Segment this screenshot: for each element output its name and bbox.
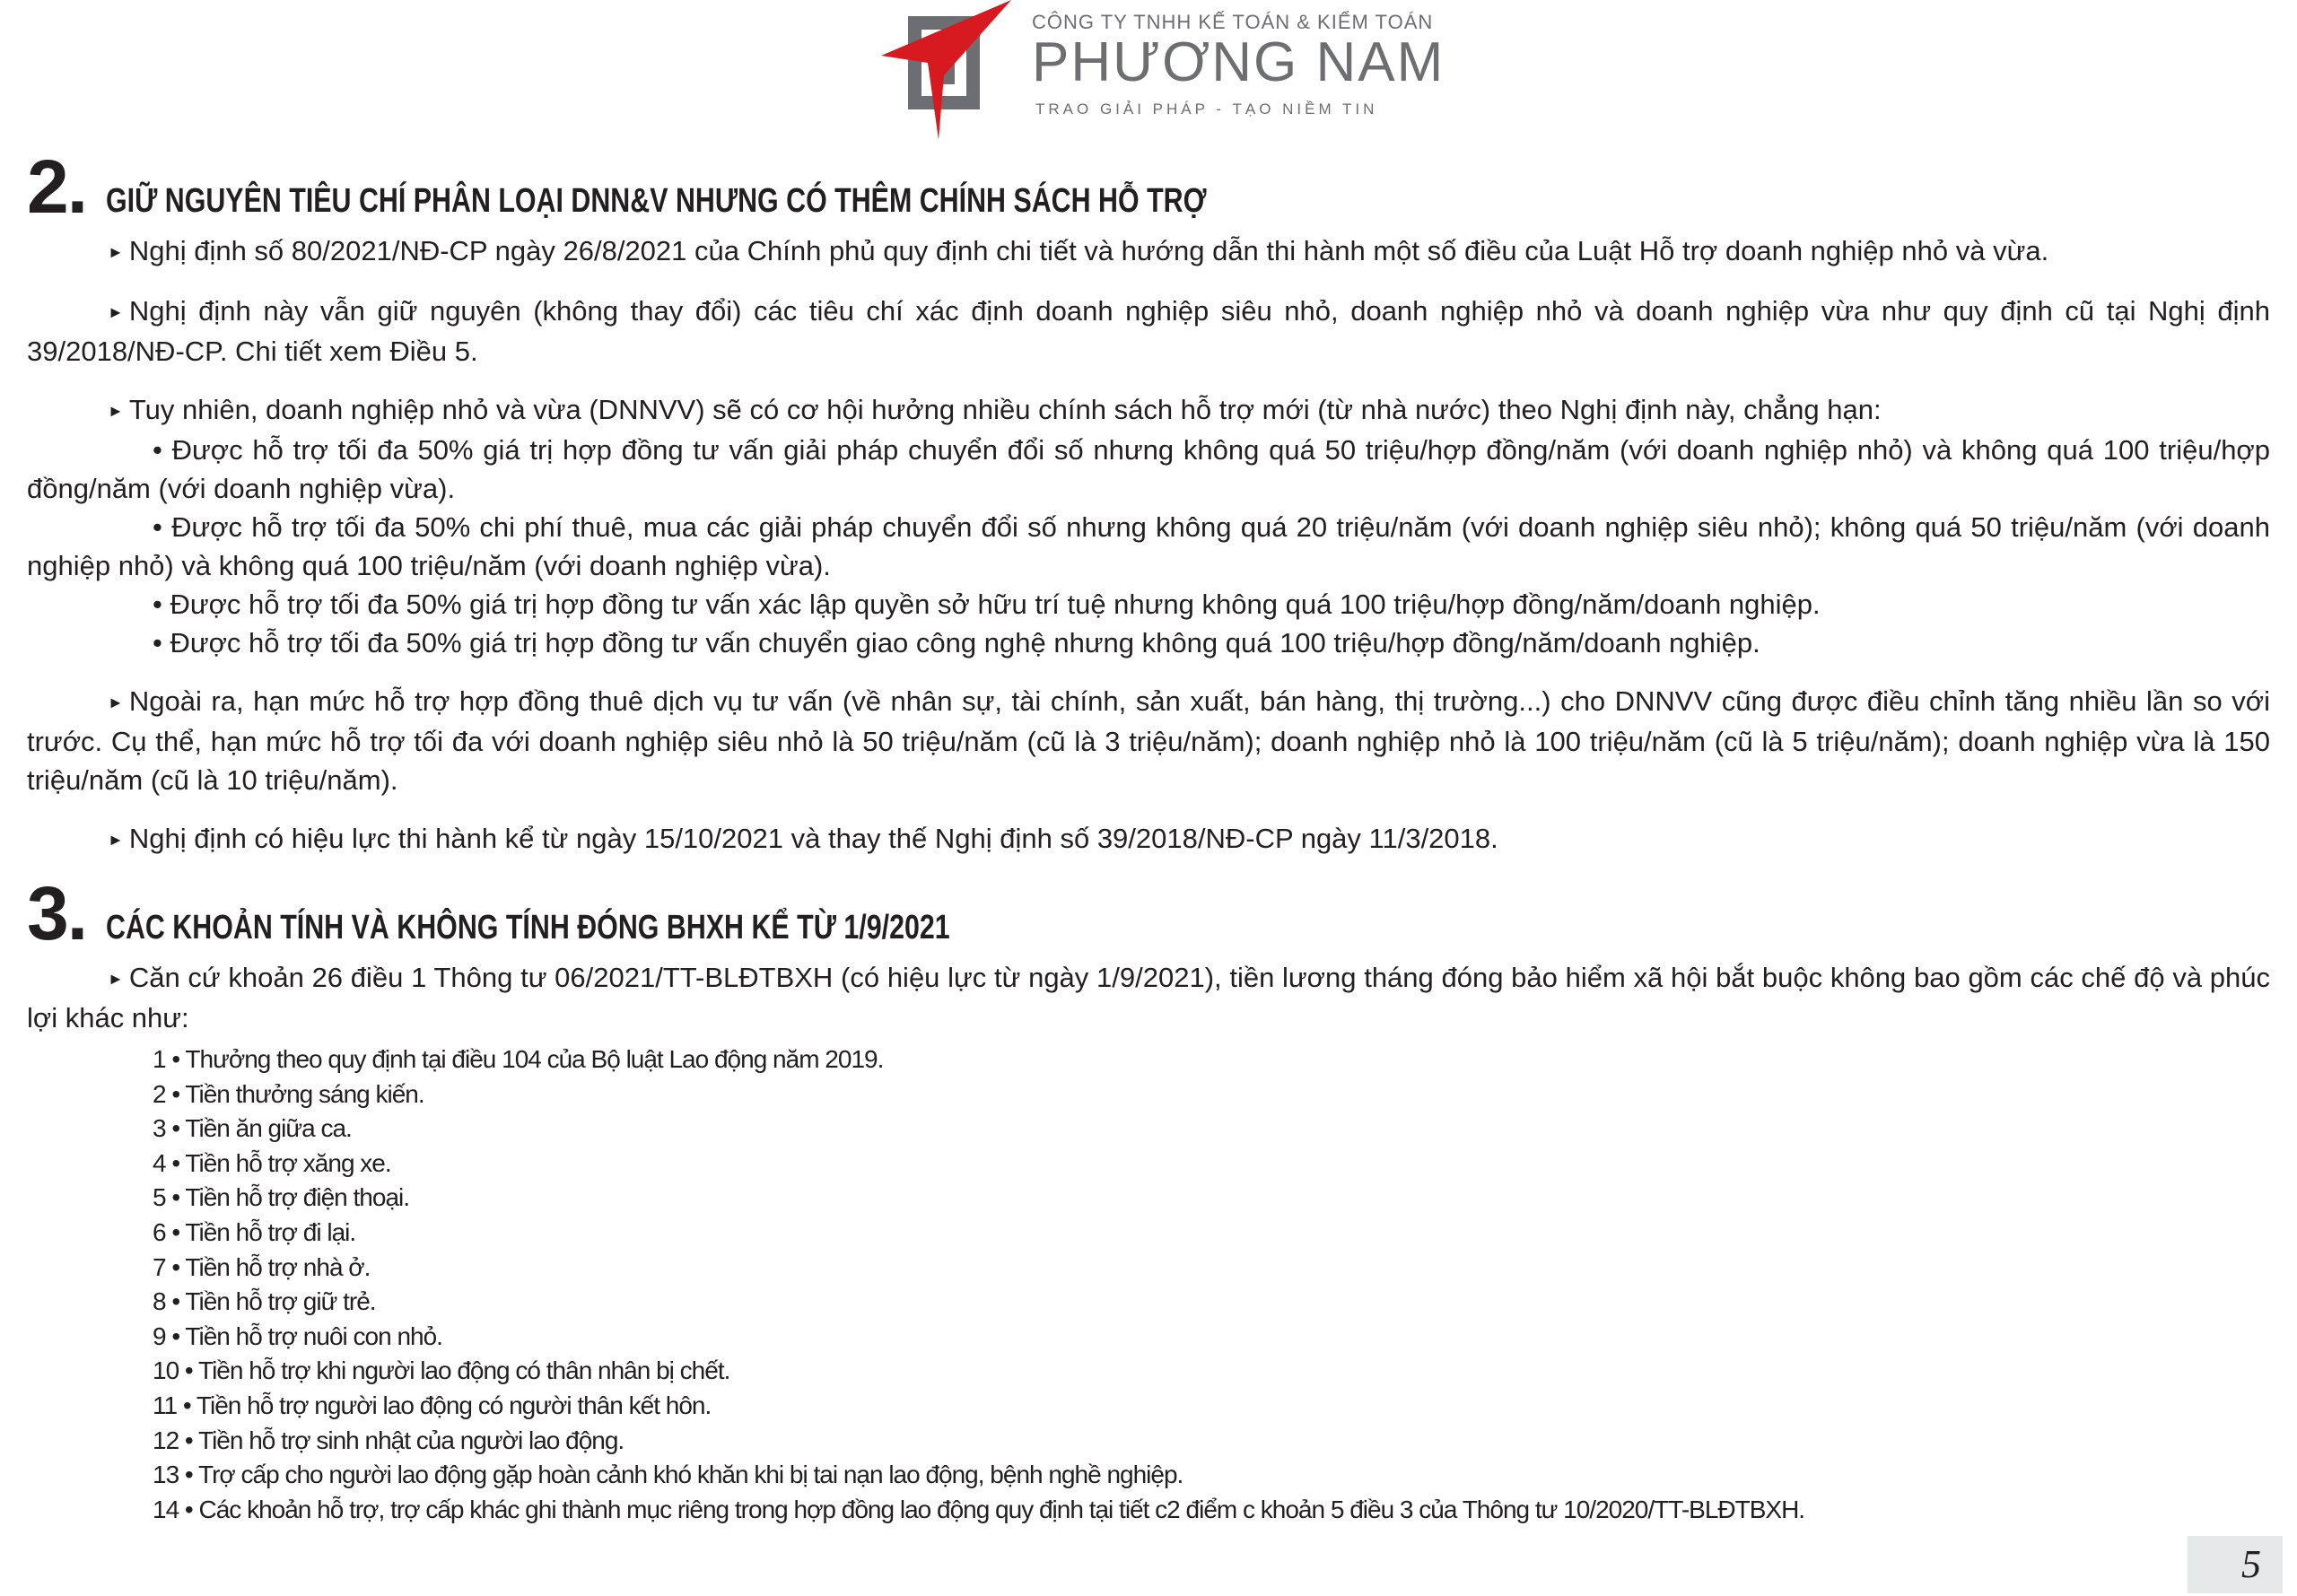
arrow-bullet-icon: ►: [108, 693, 124, 711]
section-number: 2.: [27, 144, 87, 229]
list-item: 5 • Tiền hỗ trợ điện thoại.: [153, 1183, 410, 1212]
paragraph: ► Ngoài ra, hạn mức hỗ trợ hợp đồng thuê dịch vụ tư vấn (về nhân sự, tài chính, sản xuất, bán hàng, thị trường...) cho DNNVV cũng được điều chỉnh tăng nhiều lần so với trước. Cụ thể, hạn mức hỗ trợ tối đa với doanh nghiệp siêu nhỏ là 50 triệu/năm (cũ là 3 triệu/năm); doanh nghiệp nhỏ là 100 triệu/năm (cũ là 5 triệu/năm); doanh nghiệp vừa là 150 triệu/năm (cũ là 10 triệu/năm).: [27, 685, 2270, 796]
section-2: [27, 144, 2271, 859]
list-item: 3 • Tiền ăn giữa ca.: [153, 1114, 352, 1143]
page-number-box: [2188, 1536, 2283, 1593]
list-item: 9 • Tiền hỗ trợ nuôi con nhỏ.: [153, 1321, 442, 1350]
list-item: 6 • Tiền hỗ trợ đi lại.: [153, 1217, 356, 1246]
section-3: [27, 871, 2270, 1527]
list-item: 2 • Tiền thưởng sáng kiến.: [153, 1079, 424, 1108]
section-heading: [27, 144, 2270, 229]
section-number: 3.: [27, 871, 87, 955]
company-name: PHƯƠNG NAM: [1032, 31, 1445, 93]
section-heading: [27, 871, 2270, 955]
exclusion-list: [27, 1042, 2270, 1527]
bullet-item: • Được hỗ trợ tối đa 50% chi phí thuê, mua các giải pháp chuyển đổi số nhưng không quá 20 triệu/năm (với doanh nghiệp siêu nhỏ); không quá 50 triệu/năm (với doanh nghiệp nhỏ) và không quá 100 triệu/năm (với doanh nghiệp vừa).: [27, 511, 2270, 581]
page-number: 5: [2241, 1542, 2261, 1586]
list-item: 11 • Tiền hỗ trợ người lao động có người thân kết hôn.: [153, 1391, 712, 1419]
list-item: 1 • Thưởng theo quy định tại điều 104 của Bộ luật Lao động năm 2019.: [153, 1045, 884, 1073]
arrow-bullet-icon: ►: [108, 243, 124, 261]
company-logo-icon: [881, 0, 1016, 144]
bullet-item: • Được hỗ trợ tối đa 50% giá trị hợp đồng tư vấn chuyển giao công nghệ nhưng không quá 100 triệu/hợp đồng/năm/doanh nghiệp.: [153, 627, 1760, 658]
list-item: 10 • Tiền hỗ trợ khi người lao động có thân nhân bị chết.: [153, 1356, 730, 1385]
paragraph: ► Căn cứ khoản 26 điều 1 Thông tư 06/2021/TT-BLĐTBXH (có hiệu lực từ ngày 1/9/2021), tiền lương tháng đóng bảo hiểm xã hội bắt buộc không bao gồm các chế độ và phúc lợi khác như:: [27, 962, 2270, 1033]
list-item: 8 • Tiền hỗ trợ giữ trẻ.: [153, 1287, 376, 1316]
arrow-bullet-icon: ►: [108, 303, 124, 321]
section-title: CÁC KHOẢN TÍNH VÀ KHÔNG TÍNH ĐÓNG BHXH KỂ TỪ 1/9/2021: [106, 909, 950, 946]
company-type: CÔNG TY TNHH KẾ TOÁN & KIỂM TOÁN: [1032, 11, 1434, 33]
list-item: 13 • Trợ cấp cho người lao động gặp hoàn cảnh khó khăn khi bị tai nạn lao động, bệnh nghề nghiệp.: [153, 1461, 1183, 1489]
arrow-bullet-icon: ►: [108, 831, 124, 849]
list-item: 14 • Các khoản hỗ trợ, trợ cấp khác ghi thành mục riêng trong hợp đồng lao động quy định tại tiết c2 điểm c khoản 5 điều 3 của Thông tư 10/2020/TT-BLĐTBXH.: [153, 1495, 1805, 1523]
list-item: 4 • Tiền hỗ trợ xăng xe.: [153, 1148, 391, 1177]
paragraph: ► Tuy nhiên, doanh nghiệp nhỏ và vừa (DNNVV) sẽ có cơ hội hưởng nhiều chính sách hỗ trợ mới (từ nhà nước) theo Nghị định này, chẳng hạn:: [108, 394, 1882, 425]
bullet-item: • Được hỗ trợ tối đa 50% giá trị hợp đồng tư vấn xác lập quyền sở hữu trí tuệ nhưng không quá 100 triệu/hợp đồng/năm/doanh nghiệp.: [153, 589, 1821, 620]
page-header: [0, 0, 2297, 144]
arrow-bullet-icon: ►: [108, 970, 124, 988]
company-brand: [1032, 11, 1445, 118]
list-item: 7 • Tiền hỗ trợ nhà ở.: [153, 1252, 371, 1281]
company-slogan: TRAO GIẢI PHÁP - TẠO NIỀM TIN: [1035, 100, 1378, 118]
list-item: 12 • Tiền hỗ trợ sinh nhật của người lao động.: [153, 1426, 624, 1454]
paragraph: ► Nghị định số 80/2021/NĐ-CP ngày 26/8/2021 của Chính phủ quy định chi tiết và hướng dẫn thi hành một số điều của Luật Hỗ trợ doanh nghiệp nhỏ và vừa.: [108, 235, 2049, 266]
bullet-item: • Được hỗ trợ tối đa 50% giá trị hợp đồng tư vấn giải pháp chuyển đổi số nhưng không quá 50 triệu/hợp đồng/năm (với doanh nghiệp nhỏ) và không quá 100 triệu/hợp đồng/năm (với doanh nghiệp vừa).: [27, 434, 2271, 504]
paragraph: ► Nghị định có hiệu lực thi hành kể từ ngày 15/10/2021 và thay thế Nghị định số 39/2018/NĐ-CP ngày 11/3/2018.: [108, 823, 1498, 854]
section-title: GIỮ NGUYÊN TIÊU CHÍ PHÂN LOẠI DNN&V NHƯNG CÓ THÊM CHÍNH SÁCH HỖ TRỢ: [106, 182, 1207, 220]
paragraph: ► Nghị định này vẫn giữ nguyên (không thay đổi) các tiêu chí xác định doanh nghiệp siêu nhỏ, doanh nghiệp nhỏ và doanh nghiệp vừa như quy định cũ tại Nghị định 39/2018/NĐ-CP. Chi tiết xem Điều 5.: [27, 295, 2270, 367]
arrow-bullet-icon: ►: [108, 402, 124, 420]
